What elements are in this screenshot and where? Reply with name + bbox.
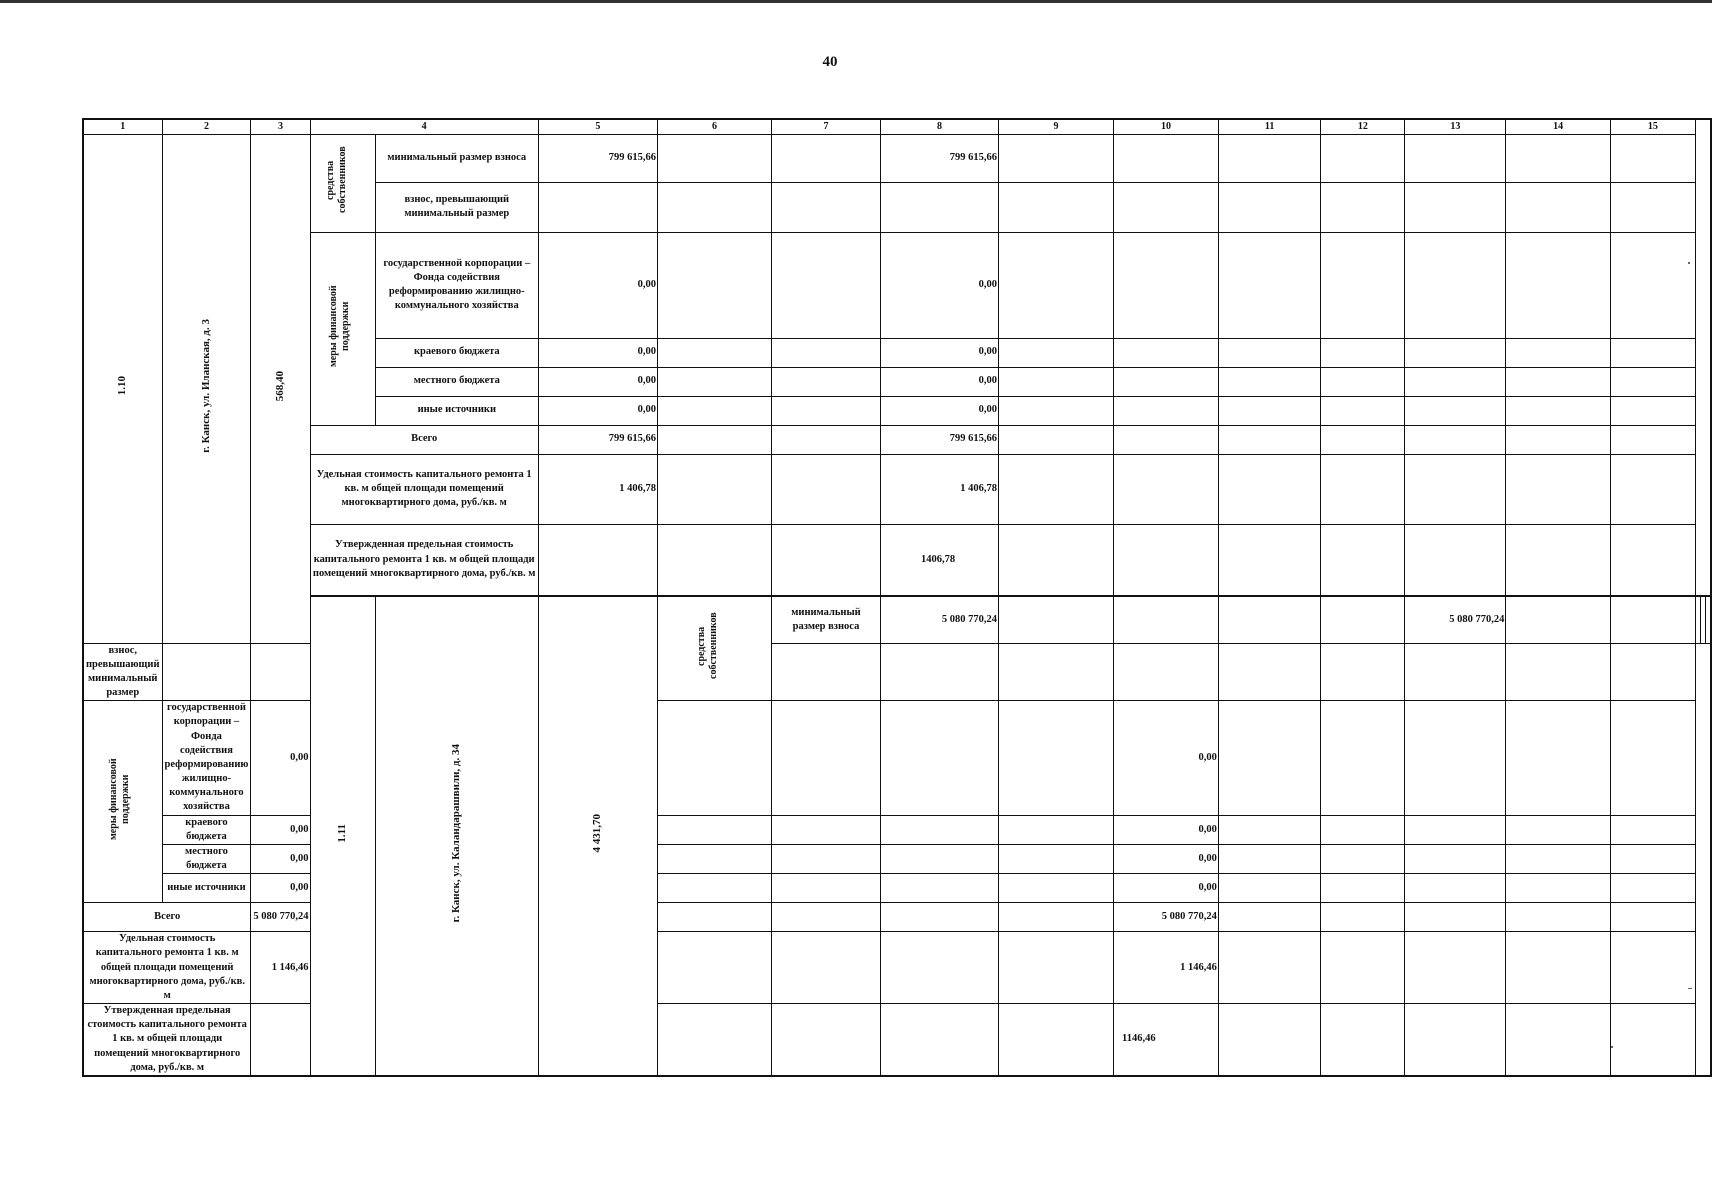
empty-cell <box>1506 454 1611 524</box>
local-label: местного бюджета <box>162 844 251 873</box>
empty-cell <box>1610 1004 1695 1076</box>
cell-value: 0,00 <box>881 232 999 338</box>
cell-value: 0,00 <box>538 396 657 425</box>
empty-cell <box>1405 396 1506 425</box>
min-fee-label: минимальный размер взноса <box>771 596 880 643</box>
empty-cell <box>1114 425 1219 454</box>
empty-cell <box>1321 596 1405 643</box>
empty-cell <box>771 396 880 425</box>
scan-speck <box>1688 988 1692 989</box>
empty-cell <box>1506 815 1611 844</box>
cell-value: 0,00 <box>1114 874 1219 903</box>
empty-cell <box>1405 454 1506 524</box>
empty-cell <box>998 932 1113 1004</box>
empty-cell <box>1114 454 1219 524</box>
empty-cell <box>1506 932 1611 1004</box>
empty-cell <box>1706 596 1712 643</box>
empty-cell <box>1114 232 1219 338</box>
total-label: Всего <box>310 425 538 454</box>
empty-cell <box>771 454 880 524</box>
empty-cell <box>1610 596 1695 643</box>
table-row <box>83 425 1711 454</box>
empty-cell <box>1321 844 1405 873</box>
empty-cell <box>881 903 999 932</box>
empty-cell <box>1114 338 1219 367</box>
empty-cell <box>1610 396 1695 425</box>
empty-cell <box>1321 815 1405 844</box>
empty-cell <box>771 932 880 1004</box>
empty-cell <box>1321 232 1405 338</box>
empty-cell <box>1321 701 1405 815</box>
table-row <box>83 454 1711 524</box>
empty-cell <box>771 338 880 367</box>
empty-cell <box>1405 524 1506 596</box>
empty-cell <box>1506 182 1611 232</box>
cell-value: 5 080 770,24 <box>1405 596 1506 643</box>
col-header-10: 10 <box>1114 119 1219 134</box>
area: 4 431,70 <box>538 596 657 1076</box>
empty-cell <box>881 701 999 815</box>
empty-cell <box>1610 815 1695 844</box>
empty-cell <box>771 134 880 182</box>
empty-cell <box>881 844 999 873</box>
empty-cell <box>1506 338 1611 367</box>
regional-label: краевого бюджета <box>375 338 538 367</box>
empty-cell <box>1321 367 1405 396</box>
cell-value: 0,00 <box>881 396 999 425</box>
empty-cell <box>1321 643 1405 701</box>
empty-cell <box>998 524 1113 596</box>
empty-cell <box>658 425 772 454</box>
cell-value: 5 080 770,24 <box>1114 903 1219 932</box>
cell-value: 0,00 <box>1114 701 1219 815</box>
empty-cell <box>1405 232 1506 338</box>
cell-value: 799 615,66 <box>538 425 657 454</box>
empty-cell <box>998 367 1113 396</box>
empty-cell <box>658 903 772 932</box>
cell-value: 1 406,78 <box>881 454 999 524</box>
empty-cell <box>658 932 772 1004</box>
over-fee-label: взнос, превышающий минимальный размер <box>83 643 162 701</box>
empty-cell <box>771 1004 880 1076</box>
empty-cell <box>1114 396 1219 425</box>
empty-cell <box>658 134 772 182</box>
empty-cell <box>658 701 772 815</box>
table-row <box>83 524 1711 596</box>
empty-cell <box>1114 524 1219 596</box>
empty-cell <box>771 182 880 232</box>
empty-cell <box>1506 425 1611 454</box>
empty-cell <box>1218 815 1321 844</box>
empty-cell <box>1610 182 1695 232</box>
empty-cell <box>1610 454 1695 524</box>
empty-cell <box>1218 232 1321 338</box>
empty-cell <box>162 643 251 701</box>
empty-cell <box>538 182 657 232</box>
empty-cell <box>658 367 772 396</box>
empty-cell <box>251 1004 310 1076</box>
group-owners-label: средства собственников <box>310 134 375 232</box>
empty-cell <box>1405 367 1506 396</box>
empty-cell <box>1405 701 1506 815</box>
group-support-label: меры финансовой поддержки <box>310 232 375 425</box>
empty-cell <box>998 182 1113 232</box>
empty-cell <box>658 396 772 425</box>
cell-value: 1146,46 <box>1114 1004 1219 1076</box>
empty-cell <box>1506 134 1611 182</box>
cell-value: 5 080 770,24 <box>881 596 999 643</box>
empty-cell <box>538 524 657 596</box>
fund-label: государственной корпорации – Фонда содействия реформированию жилищно-коммунального хозяйства <box>162 701 251 815</box>
empty-cell <box>771 524 880 596</box>
cell-value: 1 146,46 <box>251 932 310 1004</box>
empty-cell <box>881 643 999 701</box>
row-number: 1.11 <box>310 596 375 1076</box>
empty-cell <box>998 232 1113 338</box>
cell-value: 1406,78 <box>881 524 999 596</box>
empty-cell <box>1321 396 1405 425</box>
cell-value: 0,00 <box>881 338 999 367</box>
cell-value: 1 406,78 <box>538 454 657 524</box>
empty-cell <box>881 182 999 232</box>
cell-value: 0,00 <box>538 367 657 396</box>
empty-cell <box>1610 701 1695 815</box>
cell-value: 0,00 <box>881 367 999 396</box>
limit-cost-label: Утвержденная предельная стоимость капитального ремонта 1 кв. м общей площади помещений многоквартирного дома, руб./кв. м <box>83 1004 251 1076</box>
empty-cell <box>881 815 999 844</box>
col-header-3: 3 <box>251 119 310 134</box>
empty-cell <box>1218 396 1321 425</box>
col-header-1: 1 <box>83 119 162 134</box>
empty-cell <box>771 903 880 932</box>
empty-cell <box>1610 367 1695 396</box>
empty-cell <box>1218 1004 1321 1076</box>
col-header-6: 6 <box>658 119 772 134</box>
empty-cell <box>1506 643 1611 701</box>
area: 568,40 <box>251 134 310 643</box>
empty-cell <box>1506 874 1611 903</box>
row-number: 1.10 <box>83 134 162 643</box>
empty-cell <box>1506 524 1611 596</box>
empty-cell <box>998 425 1113 454</box>
empty-cell <box>881 1004 999 1076</box>
empty-cell <box>1506 844 1611 873</box>
cell-value: 799 615,66 <box>881 425 999 454</box>
col-header-7: 7 <box>771 119 880 134</box>
cell-value: 0,00 <box>251 844 310 873</box>
empty-cell <box>1405 134 1506 182</box>
over-fee-label: взнос, превышающий минимальный размер <box>375 182 538 232</box>
empty-cell <box>998 396 1113 425</box>
cell-value: 0,00 <box>251 874 310 903</box>
empty-cell <box>1506 232 1611 338</box>
empty-cell <box>1610 232 1695 338</box>
empty-cell <box>1218 367 1321 396</box>
empty-cell <box>1218 524 1321 596</box>
empty-cell <box>251 643 310 701</box>
empty-cell <box>1506 903 1611 932</box>
col-header-14: 14 <box>1506 119 1611 134</box>
empty-cell <box>998 643 1113 701</box>
total-label: Всего <box>83 903 251 932</box>
empty-cell <box>1321 338 1405 367</box>
empty-cell <box>998 338 1113 367</box>
empty-cell <box>1218 596 1321 643</box>
table-row <box>83 232 1711 338</box>
group-support-label: меры финансовой поддержки <box>83 701 162 903</box>
address: г. Канск, ул. Каландарашвили, д. 34 <box>375 596 538 1076</box>
empty-cell <box>1506 596 1611 643</box>
empty-cell <box>1610 524 1695 596</box>
capital-repair-table <box>82 118 1712 1077</box>
unit-cost-label: Удельная стоимость капитального ремонта 1 кв. м общей площади помещений многоквартирного дома, руб./кв. м <box>310 454 538 524</box>
fund-label: государственной корпорации – Фонда содействия реформированию жилищно-коммунального хозяйства <box>375 232 538 338</box>
empty-cell <box>771 701 880 815</box>
empty-cell <box>771 844 880 873</box>
empty-cell <box>1405 1004 1506 1076</box>
empty-cell <box>998 874 1113 903</box>
min-fee-label: минимальный размер взноса <box>375 134 538 182</box>
empty-cell <box>1405 338 1506 367</box>
empty-cell <box>1405 903 1506 932</box>
empty-cell <box>1114 182 1219 232</box>
unit-cost-label: Удельная стоимость капитального ремонта 1 кв. м общей площади помещений многоквартирного дома, руб./кв. м <box>83 932 251 1004</box>
empty-cell <box>1321 182 1405 232</box>
other-label: иные источники <box>162 874 251 903</box>
cell-value: 0,00 <box>251 701 310 815</box>
empty-cell <box>771 815 880 844</box>
cell-value: 799 615,66 <box>881 134 999 182</box>
cell-value: 799 615,66 <box>538 134 657 182</box>
scan-speck <box>1611 1046 1613 1048</box>
column-header-row <box>83 119 1711 134</box>
empty-cell <box>771 232 880 338</box>
empty-cell <box>1218 932 1321 1004</box>
empty-cell <box>1405 815 1506 844</box>
empty-cell <box>1405 182 1506 232</box>
empty-cell <box>998 701 1113 815</box>
empty-cell <box>1610 903 1695 932</box>
empty-cell <box>1506 701 1611 815</box>
empty-cell <box>658 232 772 338</box>
empty-cell <box>1321 454 1405 524</box>
other-label: иные источники <box>375 396 538 425</box>
empty-cell <box>1610 643 1695 701</box>
empty-cell <box>1610 134 1695 182</box>
empty-cell <box>658 524 772 596</box>
empty-cell <box>1114 134 1219 182</box>
empty-cell <box>1610 844 1695 873</box>
empty-cell <box>1218 701 1321 815</box>
empty-cell <box>1218 874 1321 903</box>
empty-cell <box>658 454 772 524</box>
empty-cell <box>998 134 1113 182</box>
empty-cell <box>881 874 999 903</box>
empty-cell <box>658 815 772 844</box>
empty-cell <box>1610 932 1695 1004</box>
cell-value: 0,00 <box>538 232 657 338</box>
empty-cell <box>1321 874 1405 903</box>
group-owners-label: средства собственников <box>658 596 772 701</box>
empty-cell <box>1218 454 1321 524</box>
empty-cell <box>1218 903 1321 932</box>
col-header-9: 9 <box>998 119 1113 134</box>
col-header-15: 15 <box>1610 119 1695 134</box>
empty-cell <box>1114 596 1219 643</box>
col-header-11: 11 <box>1218 119 1321 134</box>
empty-cell <box>1321 425 1405 454</box>
empty-cell <box>1218 338 1321 367</box>
regional-label: краевого бюджета <box>162 815 251 844</box>
empty-cell <box>998 596 1113 643</box>
empty-cell <box>998 903 1113 932</box>
cell-value: 0,00 <box>251 815 310 844</box>
empty-cell <box>1610 338 1695 367</box>
cell-value: 0,00 <box>538 338 657 367</box>
col-header-2: 2 <box>162 119 251 134</box>
empty-cell <box>998 844 1113 873</box>
scan-speck <box>1688 262 1690 264</box>
empty-cell <box>1321 1004 1405 1076</box>
address: г. Канск, ул. Иланская, д. 3 <box>162 134 251 643</box>
empty-cell <box>1321 524 1405 596</box>
empty-cell <box>1405 932 1506 1004</box>
cell-value: 5 080 770,24 <box>251 903 310 932</box>
empty-cell <box>1405 425 1506 454</box>
empty-cell <box>998 815 1113 844</box>
empty-cell <box>1610 425 1695 454</box>
empty-cell <box>771 874 880 903</box>
empty-cell <box>1218 643 1321 701</box>
empty-cell <box>1321 932 1405 1004</box>
col-header-4: 4 <box>310 119 538 134</box>
empty-cell <box>1610 874 1695 903</box>
empty-cell <box>1321 134 1405 182</box>
empty-cell <box>658 1004 772 1076</box>
empty-cell <box>771 367 880 396</box>
cell-value: 1 146,46 <box>1114 932 1219 1004</box>
cell-value: 0,00 <box>1114 815 1219 844</box>
empty-cell <box>658 844 772 873</box>
empty-cell <box>1506 1004 1611 1076</box>
empty-cell <box>1114 367 1219 396</box>
page-top-border <box>0 0 1712 3</box>
local-label: местного бюджета <box>375 367 538 396</box>
cell-value: 0,00 <box>1114 844 1219 873</box>
table-row <box>83 596 1711 643</box>
page-number: 40 <box>822 54 838 70</box>
empty-cell <box>1218 182 1321 232</box>
empty-cell <box>998 1004 1113 1076</box>
limit-cost-label: Утвержденная предельная стоимость капитального ремонта 1 кв. м общей площади помещений многоквартирного дома, руб./кв. м <box>310 524 538 596</box>
col-header-5: 5 <box>538 119 657 134</box>
empty-cell <box>1218 844 1321 873</box>
empty-cell <box>1405 643 1506 701</box>
empty-cell <box>1114 643 1219 701</box>
empty-cell <box>1218 134 1321 182</box>
empty-cell <box>998 454 1113 524</box>
empty-cell <box>658 874 772 903</box>
empty-cell <box>1218 425 1321 454</box>
empty-cell <box>1506 396 1611 425</box>
col-header-12: 12 <box>1321 119 1405 134</box>
table-row <box>83 134 1711 182</box>
empty-cell <box>1405 874 1506 903</box>
empty-cell <box>771 425 880 454</box>
col-header-8: 8 <box>881 119 999 134</box>
empty-cell <box>658 338 772 367</box>
empty-cell <box>1506 367 1611 396</box>
col-header-13: 13 <box>1405 119 1506 134</box>
empty-cell <box>881 932 999 1004</box>
empty-cell <box>1321 903 1405 932</box>
empty-cell <box>658 182 772 232</box>
empty-cell <box>1405 844 1506 873</box>
empty-cell <box>771 643 880 701</box>
